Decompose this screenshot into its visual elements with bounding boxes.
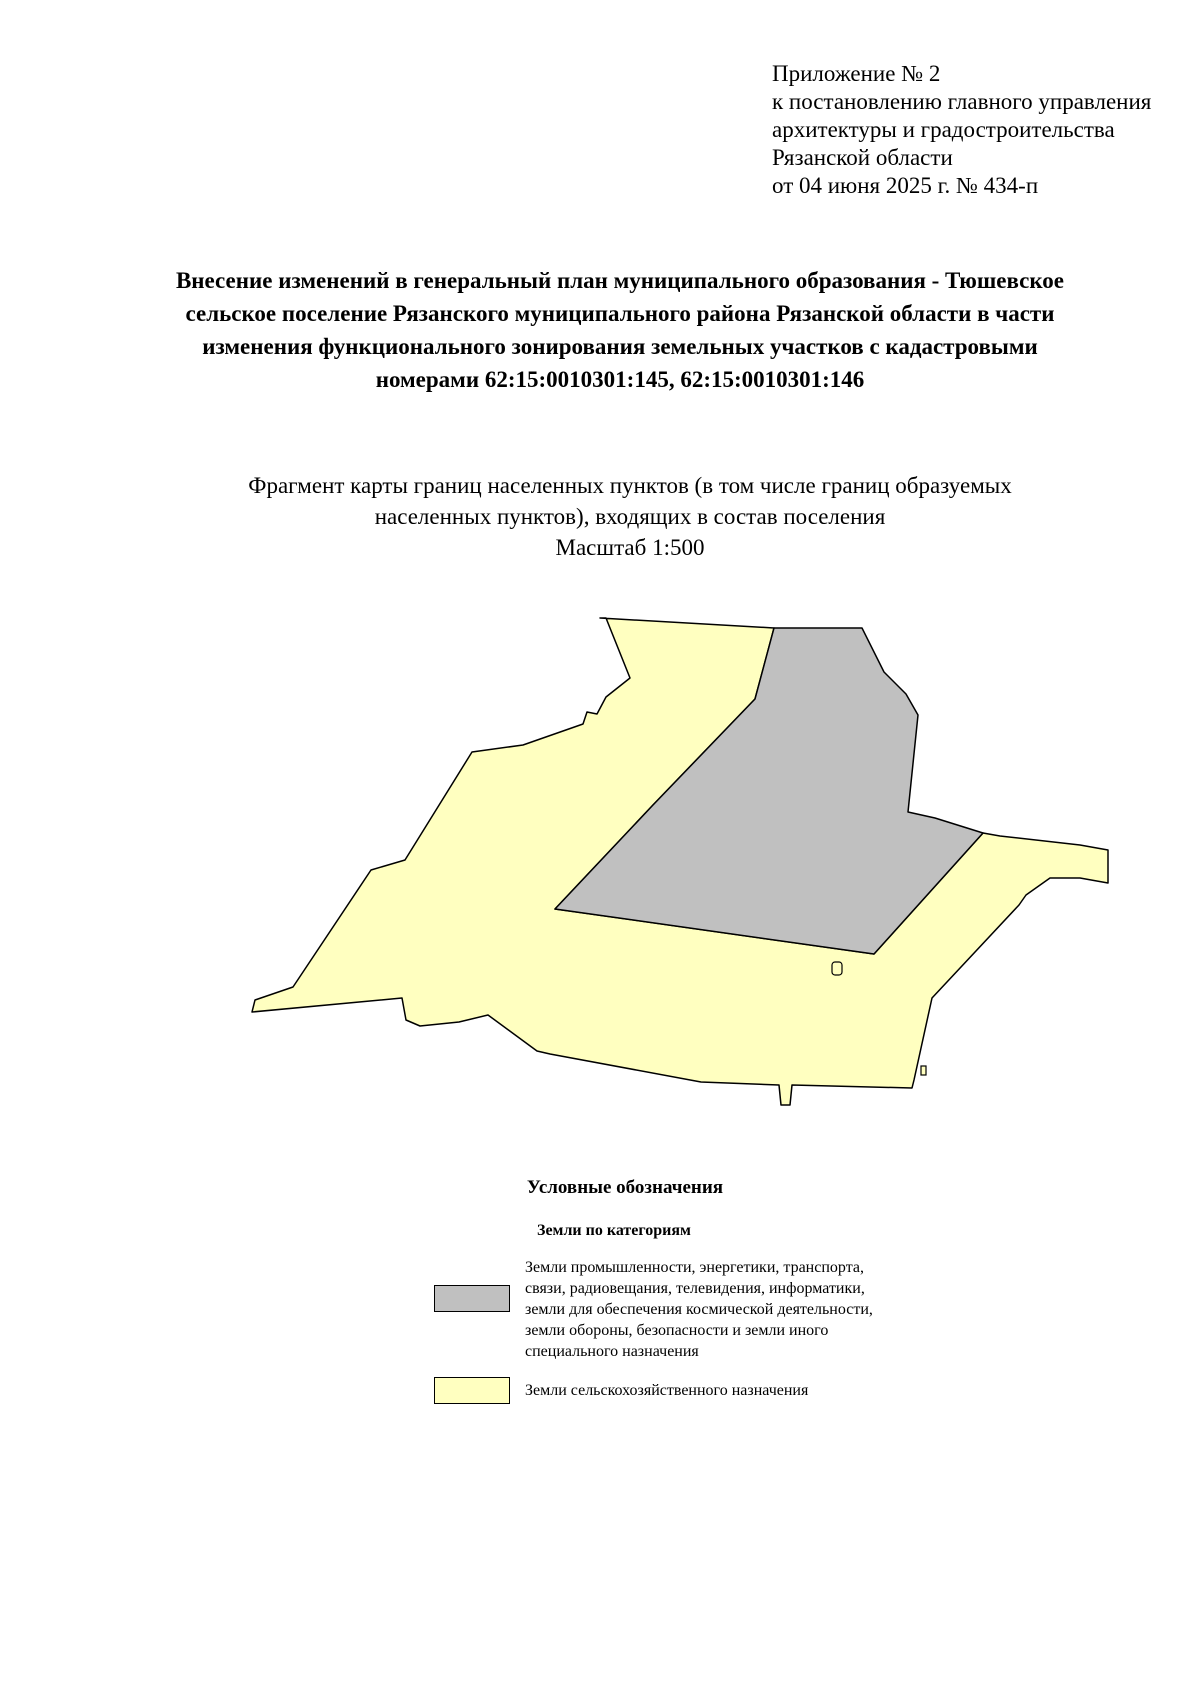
zoning-map xyxy=(0,600,1200,1120)
legend-line: земли для обеспечения космической деятельности, xyxy=(525,1301,873,1318)
small-parcel-marker xyxy=(921,1066,926,1075)
appendix-line: Рязанской области xyxy=(772,145,953,170)
legend-item-industrial xyxy=(525,1257,873,1362)
appendix-header xyxy=(772,60,1151,200)
title-line: Внесение изменений в генеральный план муниципального образования - Тюшевское xyxy=(175,268,1065,293)
caption-line: Фрагмент карты границ населенных пунктов (в том числе границ образуемых xyxy=(248,473,1012,498)
appendix-line: Приложение № 2 xyxy=(772,61,941,86)
legend-item-agricultural xyxy=(525,1380,808,1401)
legend-title: Условные обозначения xyxy=(526,1177,724,1198)
map-caption xyxy=(150,470,1110,563)
caption-line: населенных пунктов), входящих в состав поселения xyxy=(374,504,886,529)
title-line: номерами 62:15:0010301:145, 62:15:0010301:146 xyxy=(375,367,865,392)
legend-subtitle: Земли по категориям xyxy=(537,1222,691,1239)
appendix-line: от 04 июня 2025 г. № 434-п xyxy=(772,173,1039,198)
small-parcel-marker xyxy=(832,962,842,975)
title-line: сельское поселение Рязанского муниципального района Рязанской области в части xyxy=(185,301,1055,326)
legend-line: Земли промышленности, энергетики, транспорта, xyxy=(525,1259,864,1276)
scale-label: Масштаб 1:500 xyxy=(555,535,705,560)
document-title xyxy=(120,264,1120,396)
appendix-line: к постановлению главного управления xyxy=(772,89,1152,114)
legend-swatch-industrial xyxy=(434,1285,510,1312)
legend-line: Земли сельскохозяйственного назначения xyxy=(525,1382,809,1399)
legend-line: связи, радиовещания, телевидения, информатики, xyxy=(525,1280,865,1297)
appendix-line: архитектуры и градостроительства xyxy=(772,117,1115,142)
title-line: изменения функционального зонирования земельных участков с кадастровыми xyxy=(202,334,1038,359)
legend-line: специального назначения xyxy=(525,1343,699,1360)
legend-line: земли обороны, безопасности и земли иного xyxy=(525,1322,829,1339)
legend-swatch-agricultural xyxy=(434,1377,510,1404)
